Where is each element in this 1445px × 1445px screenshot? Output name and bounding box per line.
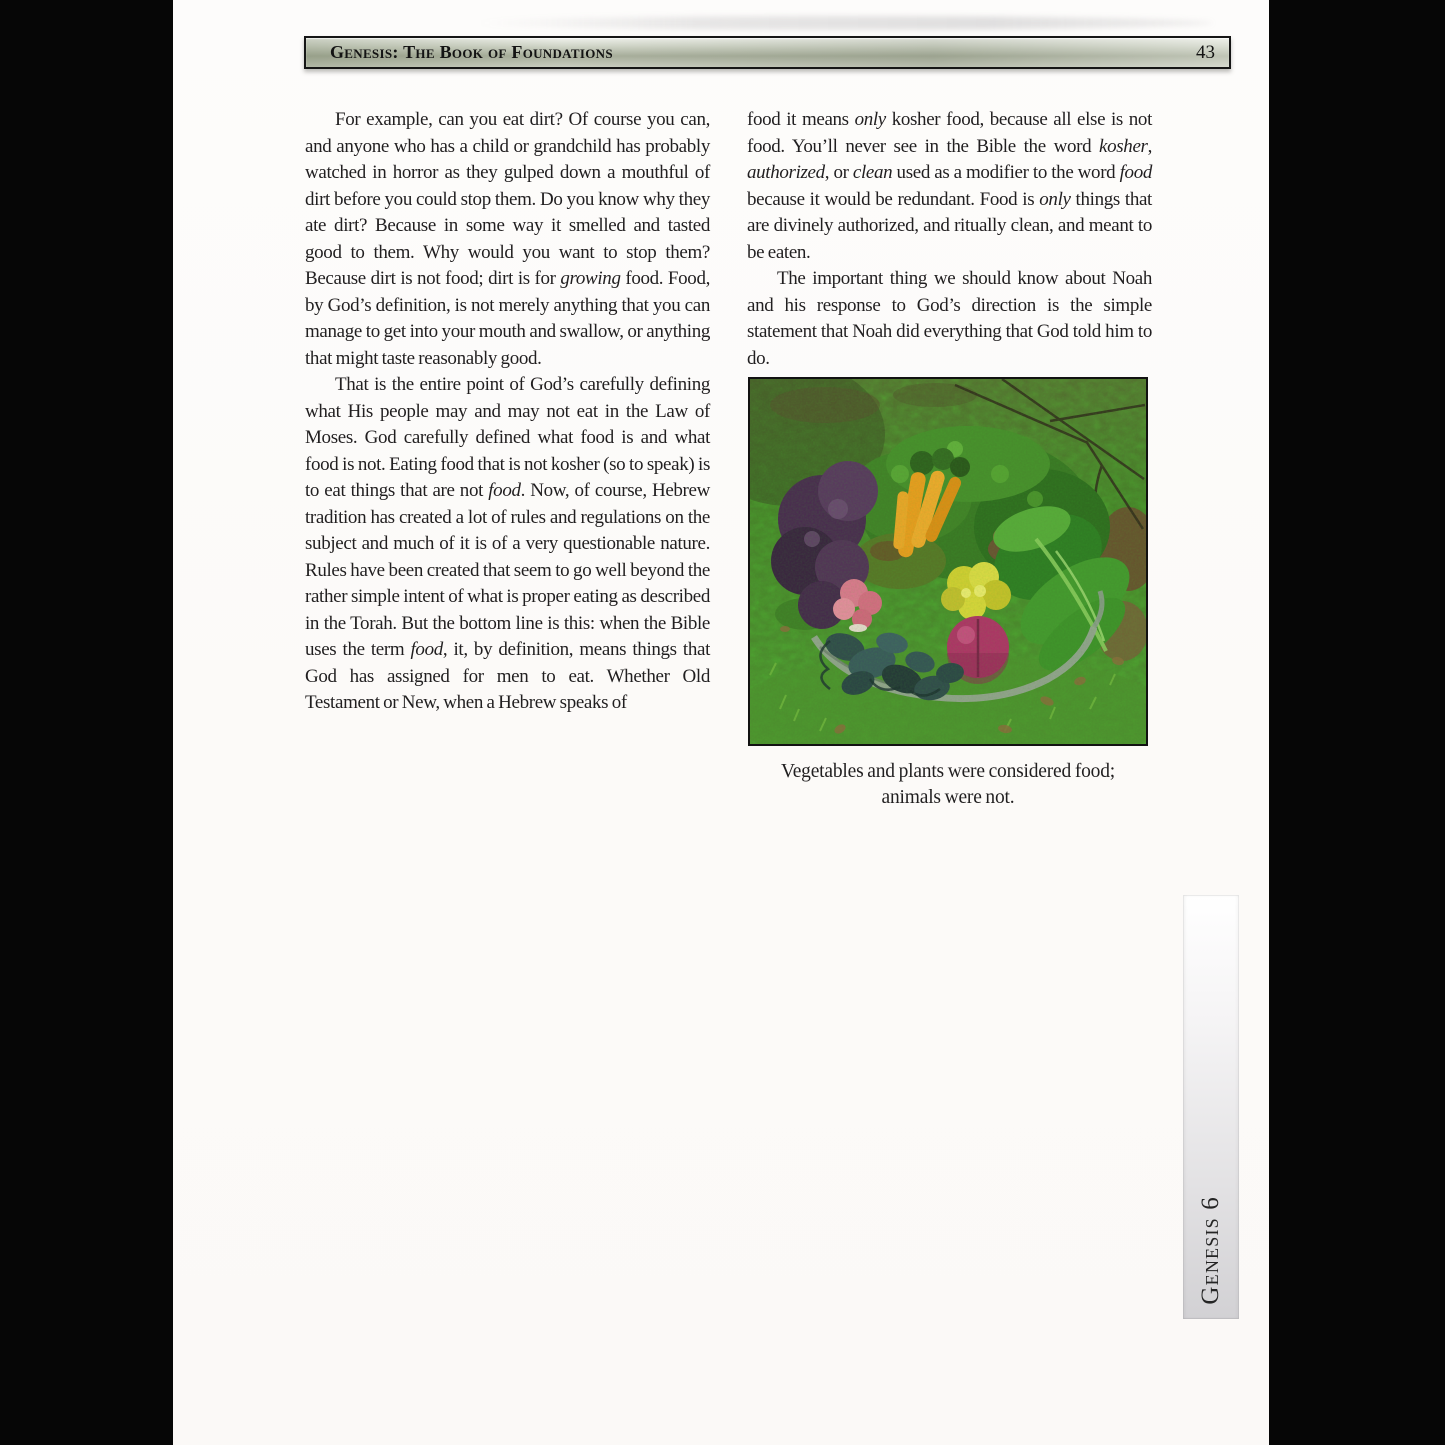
side-tab-label: Genesis 6 [1197,1196,1224,1305]
chapter-header-bar [304,36,1231,69]
paragraph-noah: The important thing we should know about Noah and his response to God’s direction is the simple statement that Noah did everything that God told him to do. [747,268,1152,369]
page-number: 43 [1196,41,1215,63]
scanner-background-left [0,0,173,1445]
chapter-title: Genesis: The Book of Foundations [330,42,613,62]
chapter-side-tab [1183,895,1239,1319]
vegetable-basket-figure [748,377,1148,746]
vegetable-basket-photo [750,379,1146,744]
paragraph-kosher-continued: food it means only kosher food, because all else is not food. You’ll never see in the Bible the word kosher, authorized, or clean used as a modifier to the word food because it would be redundant. Food is only things that are divinely authorized, and ritually clean, and meant to be eaten. [747,109,1153,263]
paragraph-dirt-example: For example, can you eat dirt? Of course you can, and anyone who has a child or grandchild has probably watched in horror as they gulped down a mouthful of dirt before you could stop them. Do you know why they ate dirt? Because in some way it smelled and tasted good to them. Why would you want to stop them? Because dirt is not food; dirt is for growing food. Food, by God’s definition, is not merely anything that you can manage to get into your mouth and swallow, or anything that might taste reasonably good. [305,109,710,369]
figure-caption [747,759,1149,811]
scan-smudge [473,16,1213,30]
figure-caption-line-1: Vegetables and plants were considered food; [781,761,1115,782]
paragraph-law-of-moses: That is the entire point of God’s carefully defining what His people may and may not eat in the Law of Moses. God carefully defined what food is and what food is not. Eating food that is not kosher (so to speak) is to eat things that are not food. Now, of course, Hebrew tradition has created a lot of rules and regulations on the subject and much of it is of a very questionable nature. Rules have been created that seem to go well beyond the rather simple intent of what is proper eating as described in the Torah. But the bottom line is this: when the Bible uses the term food, it, by definition, means things that God has assigned for men to eat. Whether Old Testament or New, when a Hebrew speaks of [305,374,710,713]
book-page [173,0,1269,1445]
left-text-column [305,107,710,717]
figure-caption-line-2: animals were not. [881,787,1015,808]
scanner-background-right [1269,0,1445,1445]
photo-grain [750,379,1146,744]
right-text-column [747,107,1152,811]
